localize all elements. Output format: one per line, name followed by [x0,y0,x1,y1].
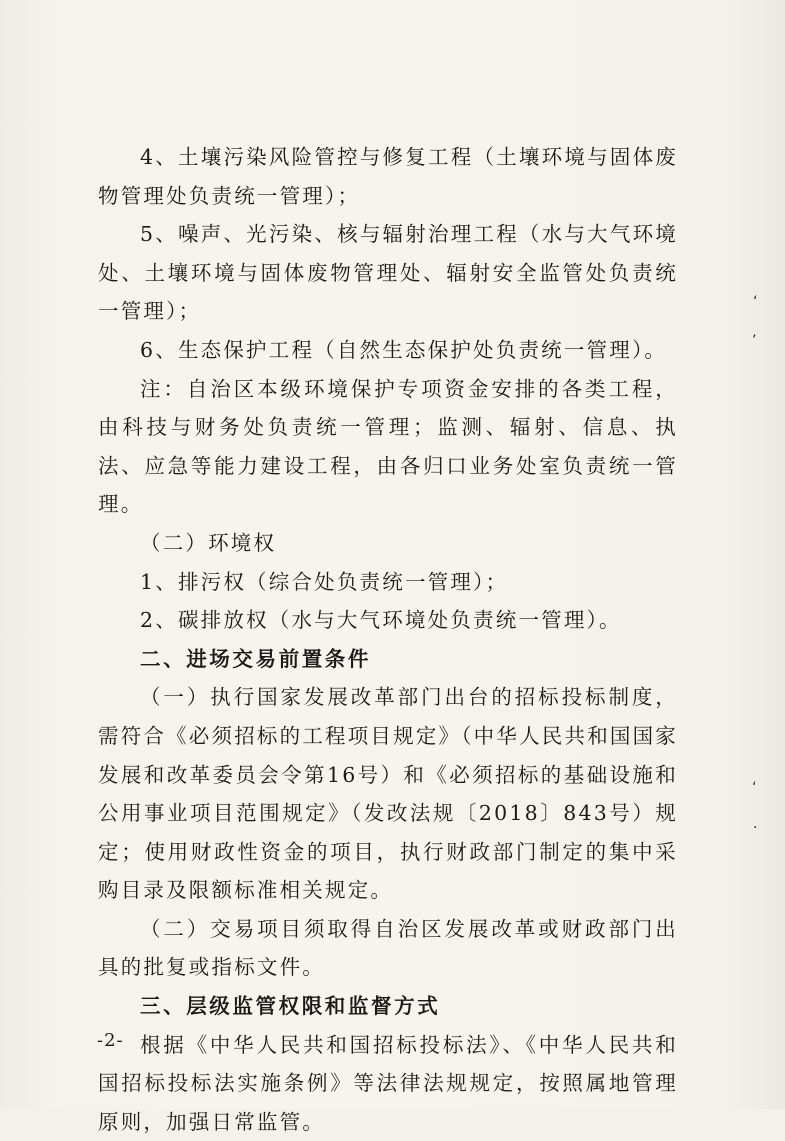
binding-hole-mark: ’ [752,333,757,349]
binding-hole-mark: ‘ [753,294,758,310]
binding-hole-mark: ‘ [752,780,757,796]
section-heading-3: 三、层级监管权限和监督方式 [140,994,441,1019]
paragraph-pollution-rights: 1、排污权（综合处负责统一管理）； [140,569,509,594]
document-body [98,138,678,1141]
paragraph-supervision: 根据《中华人民共和国招标投标法》、《中华人民共和国招标投标法实施条例》等法律法规规定，按照属地管理原则，加强日常监管。 [98,1032,678,1134]
paragraph-condition-1: （一）执行国家发展改革部门出台的招标投标制度，需符合《必须招标的工程项目规定》（中华人民共和国国家发展和改革委员会令第16号）和《必须招标的基础设施和公用事业项目范围规定》（发改法规〔2018〕843号）规定；使用财政性资金的项目，执行财政部门制定的集中采购目录及限额标准相关规定。 [98,685,678,903]
paragraph-item-5: 5、噪声、光污染、核与辐射治理工程（水与大气环境处、土壤环境与固体废物管理处、辐射安全监管处负责统一管理）； [98,222,678,324]
paragraph-item-6: 6、生态保护工程（自然生态保护处负责统一管理）。 [140,337,668,362]
page-number: -2- [97,1030,124,1051]
paragraph-item-4: 4、土壤污染风险管控与修复工程（土壤环境与固体废物管理处负责统一管理）； [98,145,678,208]
subheading-environmental-rights: （二）环境权 [140,530,277,555]
paragraph-carbon-rights: 2、碳排放权（水与大气环境处负责统一管理）。 [140,608,622,633]
binding-hole-mark: · [753,820,758,836]
section-heading-2: 二、进场交易前置条件 [140,646,371,671]
paragraph-note: 注：自治区本级环境保护专项资金安排的各类工程，由科技与财务处负责统一管理；监测、辐射、信息、执法、应急等能力建设工程，由各归口业务处室负责统一管理。 [98,376,678,517]
paragraph-condition-2: （二）交易项目须取得自治区发展改革或财政部门出具的批复或指标文件。 [98,916,678,980]
